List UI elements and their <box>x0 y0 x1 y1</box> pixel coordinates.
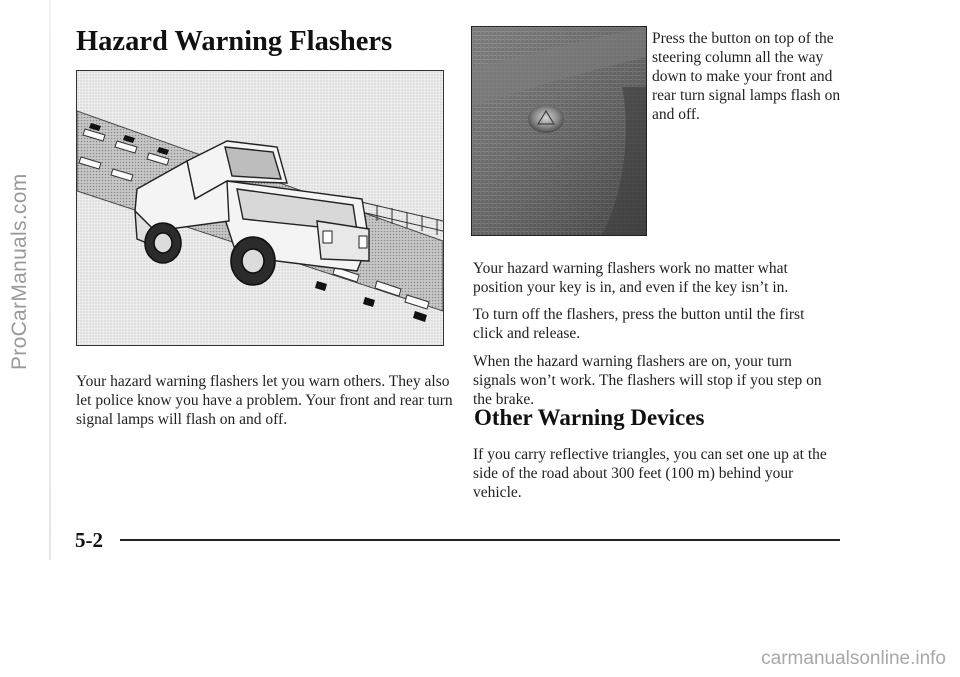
section-title: Other Warning Devices <box>474 405 705 430</box>
paragraph-reflective-triangles: If you carry reflective triangles, you can set one up at the side of the road about 300 feet (100 m) behind your vehicle. <box>473 446 827 501</box>
button-caption: Press the button on top of the steering column all the way down to make your front and rear turn signal lamps flash on and off. <box>652 30 841 123</box>
side-watermark: ProCarManuals.com <box>8 173 31 370</box>
truck-illustration <box>76 70 444 346</box>
paragraph-turn-signals: When the hazard warning flashers are on, your turn signals won’t work. The flashers will stop if you step on the brake. <box>473 353 822 408</box>
truck-drawing <box>77 71 443 345</box>
page-title: Hazard Warning Flashers <box>76 26 393 57</box>
hazard-button-drawing <box>472 27 646 235</box>
hazard-button-photo <box>471 26 647 236</box>
page-margin-shadow <box>49 0 51 560</box>
bottom-watermark: carmanualsonline.info <box>761 648 946 669</box>
left-paragraph: Your hazard warning flashers let you warn others. They also let police know you have a problem. Your front and rear turn signal lamps will flash on and off. <box>76 373 453 428</box>
paragraph-turn-off: To turn off the flashers, press the button until the first click and release. <box>473 306 805 342</box>
paragraph-key-position: Your hazard warning flashers work no matter what position your key is in, and even if the key isn’t in. <box>473 260 789 296</box>
page-number: 5-2 <box>75 528 103 552</box>
footer-rule <box>120 539 840 541</box>
